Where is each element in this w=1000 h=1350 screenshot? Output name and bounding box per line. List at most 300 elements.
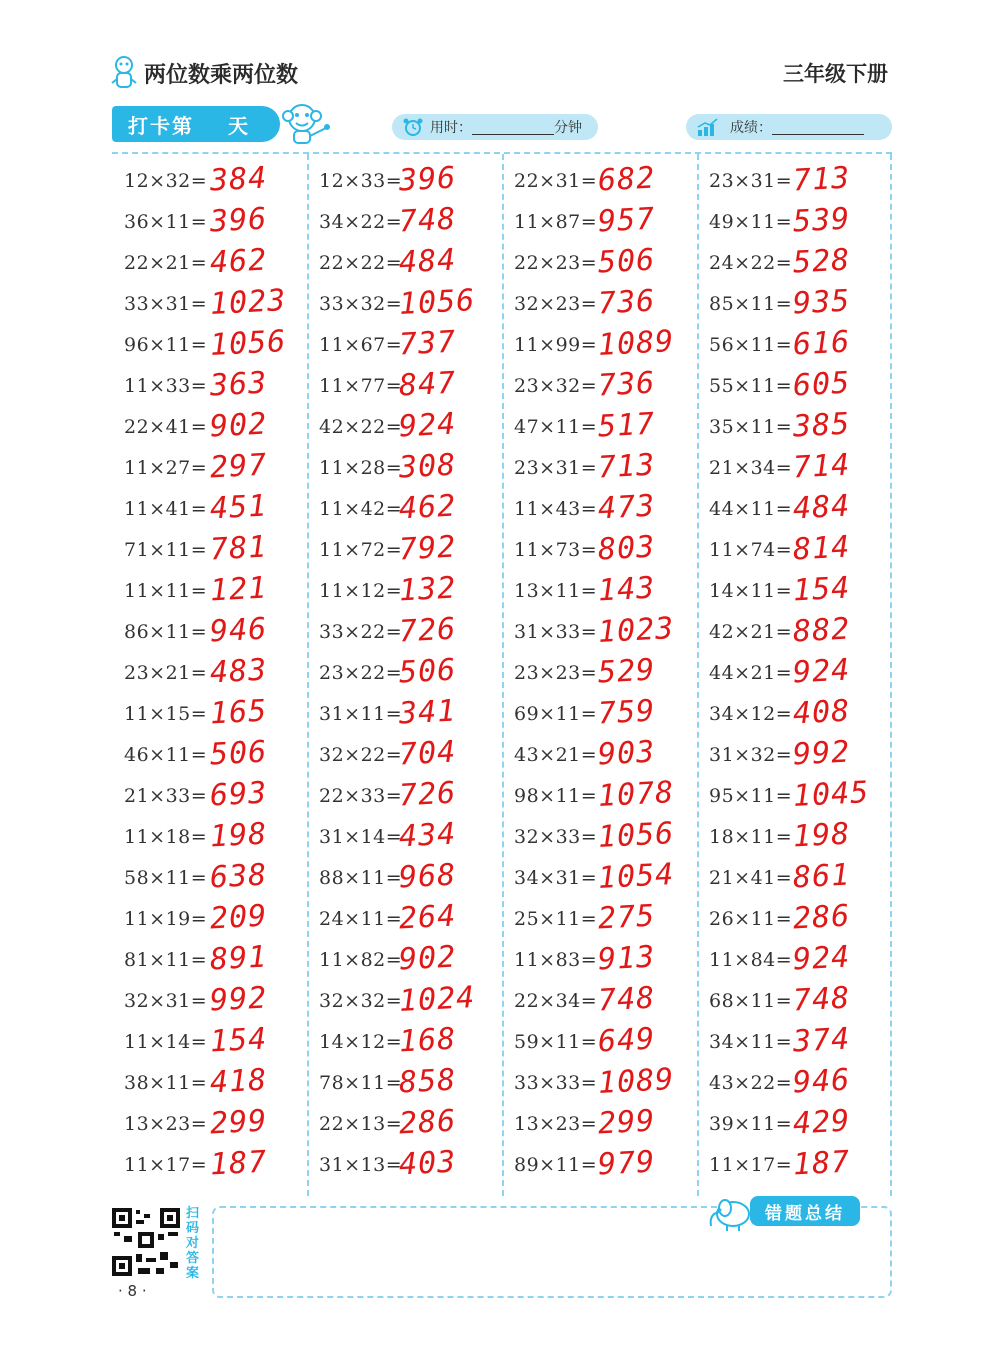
problem-question: 22×13=: [319, 1113, 403, 1135]
problem-row: [307, 693, 502, 734]
handwritten-answer: 913: [597, 939, 657, 978]
problem-row: [697, 1103, 892, 1144]
handwritten-answer: 1023: [209, 283, 288, 322]
handwritten-answer: 396: [398, 160, 458, 199]
handwritten-answer: 143: [597, 570, 657, 609]
problem-question: 22×21=: [124, 252, 208, 274]
problem-question: 23×31=: [709, 170, 793, 192]
page-number: · 8 ·: [118, 1282, 147, 1300]
problem-row: [697, 734, 892, 775]
problem-question: 34×22=: [319, 211, 403, 233]
problem-question: 68×11=: [709, 990, 793, 1012]
handwritten-answer: 363: [209, 365, 269, 404]
problem-question: 22×34=: [514, 990, 598, 1012]
handwritten-answer: 713: [597, 447, 657, 486]
problem-question: 24×22=: [709, 252, 793, 274]
handwritten-answer: 682: [597, 160, 657, 199]
problem-question: 21×34=: [709, 457, 793, 479]
problem-row: [307, 1021, 502, 1062]
checkin-right-text: 天: [228, 113, 250, 138]
problem-question: 49×11=: [709, 211, 793, 233]
problem-question: 42×22=: [319, 416, 403, 438]
problem-row: [502, 611, 697, 652]
problem-row: [502, 447, 697, 488]
handwritten-answer: 1056: [398, 283, 477, 322]
problem-row: [697, 857, 892, 898]
problem-row: [112, 939, 307, 980]
problem-question: 11×87=: [514, 211, 598, 233]
problem-row: [697, 1062, 892, 1103]
header-left: [110, 50, 298, 96]
problem-question: 21×41=: [709, 867, 793, 889]
problem-row: [502, 734, 697, 775]
problem-question: 33×31=: [124, 293, 208, 315]
handwritten-answer: 1045: [792, 775, 871, 814]
handwritten-answer: 726: [398, 775, 458, 814]
handwritten-answer: 759: [597, 693, 657, 732]
problem-row: [307, 816, 502, 857]
handwritten-answer: 165: [209, 693, 269, 732]
handwritten-answer: 187: [792, 1144, 852, 1183]
handwritten-answer: 748: [792, 980, 852, 1019]
score-input-line[interactable]: [772, 120, 864, 135]
problem-row: [112, 1021, 307, 1062]
problem-row: [307, 201, 502, 242]
qr-code-icon: [110, 1206, 182, 1278]
problem-question: 21×33=: [124, 785, 208, 807]
problem-question: 11×11=: [124, 580, 208, 602]
problem-question: 34×31=: [514, 867, 598, 889]
checkin-left-text: 打卡第: [128, 113, 194, 138]
problem-row: [697, 1021, 892, 1062]
problem-row: [112, 324, 307, 365]
problem-question: 44×11=: [709, 498, 793, 520]
mascot-logo-icon: [110, 55, 138, 91]
handwritten-answer: 861: [792, 857, 852, 896]
problem-question: 96×11=: [124, 334, 208, 356]
problem-question: 13×23=: [514, 1113, 598, 1135]
problem-question: 11×28=: [319, 457, 403, 479]
problem-row: [697, 160, 892, 201]
handwritten-answer: 1089: [597, 324, 676, 363]
problem-question: 95×11=: [709, 785, 793, 807]
problem-question: 11×19=: [124, 908, 208, 930]
problem-question: 11×17=: [709, 1154, 793, 1176]
handwritten-answer: 1056: [209, 324, 288, 363]
checkin-bar: [112, 106, 280, 142]
problem-row: [502, 242, 697, 283]
handwritten-answer: 748: [597, 980, 657, 1019]
alarm-clock-icon: [402, 117, 424, 137]
problem-question: 32×23=: [514, 293, 598, 315]
handwritten-answer: 209: [209, 898, 269, 937]
problem-question: 31×32=: [709, 744, 793, 766]
problem-row: [112, 611, 307, 652]
problem-row: [697, 529, 892, 570]
handwritten-answer: 484: [398, 242, 458, 281]
problem-row: [307, 1062, 502, 1103]
chart-growth-icon: [696, 117, 720, 137]
problem-row: [502, 980, 697, 1021]
problem-question: 24×11=: [319, 908, 403, 930]
problem-question: 11×43=: [514, 498, 598, 520]
problem-row: [502, 283, 697, 324]
problem-row: [697, 447, 892, 488]
problem-row: [307, 775, 502, 816]
problem-question: 18×11=: [709, 826, 793, 848]
handwritten-answer: 286: [792, 898, 852, 937]
time-pill: [392, 114, 598, 140]
problem-row: [502, 201, 697, 242]
time-label: 用时：: [430, 120, 472, 136]
problem-row: [112, 488, 307, 529]
problem-question: 31×13=: [319, 1154, 403, 1176]
problem-row: [112, 734, 307, 775]
problem-row: [502, 529, 697, 570]
handwritten-answer: 434: [398, 816, 458, 855]
handwritten-answer: 737: [398, 324, 458, 363]
problem-row: [307, 652, 502, 693]
problem-row: [307, 160, 502, 201]
problem-row: [307, 734, 502, 775]
problem-question: 11×41=: [124, 498, 208, 520]
handwritten-answer: 882: [792, 611, 852, 650]
handwritten-answer: 924: [792, 652, 852, 691]
handwritten-answer: 736: [597, 283, 657, 322]
problem-row: [112, 160, 307, 201]
problem-row: [502, 570, 697, 611]
handwritten-answer: 297: [209, 447, 269, 486]
problem-question: 11×14=: [124, 1031, 208, 1053]
handwritten-answer: 946: [792, 1062, 852, 1101]
handwritten-answer: 605: [792, 365, 852, 404]
handwritten-answer: 341: [398, 693, 458, 732]
handwritten-answer: 403: [398, 1144, 458, 1183]
handwritten-answer: 847: [398, 365, 458, 404]
problem-row: [502, 160, 697, 201]
problem-row: [697, 406, 892, 447]
problem-question: 11×84=: [709, 949, 793, 971]
handwritten-answer: 299: [597, 1103, 657, 1142]
problem-row: [697, 693, 892, 734]
handwritten-answer: 299: [209, 1103, 269, 1142]
problem-row: [502, 939, 697, 980]
problem-row: [502, 898, 697, 939]
handwritten-answer: 483: [209, 652, 269, 691]
problem-row: [697, 488, 892, 529]
handwritten-answer: 946: [209, 611, 269, 650]
problem-row: [307, 898, 502, 939]
problem-question: 33×33=: [514, 1072, 598, 1094]
handwritten-answer: 132: [398, 570, 458, 609]
handwritten-answer: 968: [398, 857, 458, 896]
problem-question: 11×15=: [124, 703, 208, 725]
handwritten-answer: 517: [597, 406, 657, 445]
handwritten-answer: 396: [209, 201, 269, 240]
handwritten-answer: 693: [209, 775, 269, 814]
scan-answer-text: 扫码对答案: [186, 1206, 200, 1281]
problem-row: [307, 570, 502, 611]
problem-row: [112, 693, 307, 734]
problem-row: [112, 570, 307, 611]
problem-question: 32×32=: [319, 990, 403, 1012]
problem-question: 31×11=: [319, 703, 403, 725]
problem-row: [697, 775, 892, 816]
problem-row: [697, 816, 892, 857]
problem-question: 23×32=: [514, 375, 598, 397]
problem-row: [697, 652, 892, 693]
problem-row: [112, 1144, 307, 1185]
problem-question: 43×22=: [709, 1072, 793, 1094]
problem-question: 13×23=: [124, 1113, 208, 1135]
handwritten-answer: 506: [209, 734, 269, 773]
problem-row: [112, 816, 307, 857]
problem-question: 89×11=: [514, 1154, 598, 1176]
problem-question: 31×33=: [514, 621, 598, 643]
problem-row: [502, 857, 697, 898]
problem-question: 32×31=: [124, 990, 208, 1012]
problem-question: 22×41=: [124, 416, 208, 438]
problem-question: 22×22=: [319, 252, 403, 274]
problem-row: [697, 570, 892, 611]
problem-question: 59×11=: [514, 1031, 598, 1053]
problem-row: [502, 1144, 697, 1185]
problem-row: [502, 652, 697, 693]
handwritten-answer: 1056: [597, 816, 676, 855]
problem-row: [307, 406, 502, 447]
handwritten-answer: 736: [597, 365, 657, 404]
handwritten-answer: 462: [209, 242, 269, 281]
problem-row: [112, 775, 307, 816]
handwritten-answer: 902: [398, 939, 458, 978]
problem-row: [307, 447, 502, 488]
problem-row: [307, 365, 502, 406]
problem-row: [307, 283, 502, 324]
problem-row: [502, 1062, 697, 1103]
handwritten-answer: 286: [398, 1103, 458, 1142]
problem-question: 32×22=: [319, 744, 403, 766]
problem-question: 38×11=: [124, 1072, 208, 1094]
handwritten-answer: 529: [597, 652, 657, 691]
problem-question: 11×72=: [319, 539, 403, 561]
handwritten-answer: 792: [398, 529, 458, 568]
problem-row: [112, 447, 307, 488]
problem-question: 13×11=: [514, 580, 598, 602]
problem-column-4: [697, 160, 892, 1185]
handwritten-answer: 187: [209, 1144, 269, 1183]
problem-question: 31×14=: [319, 826, 403, 848]
elephant-icon: [705, 1192, 753, 1232]
problem-row: [697, 939, 892, 980]
problem-row: [307, 980, 502, 1021]
problem-row: [502, 406, 697, 447]
handwritten-answer: 154: [792, 570, 852, 609]
handwritten-answer: 902: [209, 406, 269, 445]
problem-question: 11×82=: [319, 949, 403, 971]
problem-row: [307, 1144, 502, 1185]
handwritten-answer: 704: [398, 734, 458, 773]
problem-row: [502, 693, 697, 734]
problem-question: 39×11=: [709, 1113, 793, 1135]
problem-question: 42×21=: [709, 621, 793, 643]
problem-question: 32×33=: [514, 826, 598, 848]
problem-row: [307, 324, 502, 365]
problem-row: [112, 898, 307, 939]
handwritten-answer: 154: [209, 1021, 269, 1060]
problem-column-1: [112, 160, 307, 1185]
handwritten-answer: 528: [792, 242, 852, 281]
handwritten-answer: 814: [792, 529, 852, 568]
exercise-grid: [112, 152, 892, 1196]
handwritten-answer: 957: [597, 201, 657, 240]
handwritten-answer: 121: [209, 570, 269, 609]
problem-row: [697, 324, 892, 365]
problem-row: [697, 365, 892, 406]
handwritten-answer: 308: [398, 447, 458, 486]
problem-column-2: [307, 160, 502, 1185]
problem-row: [112, 242, 307, 283]
problem-question: 23×22=: [319, 662, 403, 684]
problem-row: [307, 529, 502, 570]
time-unit: 分钟: [554, 120, 582, 136]
problem-question: 11×27=: [124, 457, 208, 479]
problem-row: [502, 775, 697, 816]
grade-label: 三年级下册: [783, 62, 888, 86]
problem-row: [697, 242, 892, 283]
handwritten-answer: 473: [597, 488, 657, 527]
problem-column-3: [502, 160, 697, 1185]
handwritten-answer: 992: [209, 980, 269, 1019]
handwritten-answer: 992: [792, 734, 852, 773]
handwritten-answer: 264: [398, 898, 458, 937]
handwritten-answer: 451: [209, 488, 269, 527]
problem-question: 43×21=: [514, 744, 598, 766]
problem-question: 11×77=: [319, 375, 403, 397]
handwritten-answer: 726: [398, 611, 458, 650]
problem-question: 85×11=: [709, 293, 793, 315]
handwritten-answer: 803: [597, 529, 657, 568]
handwritten-answer: 168: [398, 1021, 458, 1060]
problem-row: [502, 1103, 697, 1144]
problem-row: [502, 816, 697, 857]
handwritten-answer: 539: [792, 201, 852, 240]
problem-question: 23×23=: [514, 662, 598, 684]
problem-question: 11×12=: [319, 580, 403, 602]
problem-question: 58×11=: [124, 867, 208, 889]
problem-question: 44×21=: [709, 662, 793, 684]
problem-question: 47×11=: [514, 416, 598, 438]
score-pill: [686, 114, 892, 140]
handwritten-answer: 891: [209, 939, 269, 978]
handwritten-answer: 384: [209, 160, 269, 199]
problem-row: [307, 939, 502, 980]
problem-question: 98×11=: [514, 785, 598, 807]
problem-question: 26×11=: [709, 908, 793, 930]
problem-question: 34×11=: [709, 1031, 793, 1053]
handwritten-answer: 713: [792, 160, 852, 199]
problem-question: 71×11=: [124, 539, 208, 561]
problem-row: [697, 1144, 892, 1185]
problem-question: 11×67=: [319, 334, 403, 356]
problem-row: [112, 283, 307, 324]
problem-question: 11×33=: [124, 375, 208, 397]
problem-question: 12×33=: [319, 170, 403, 192]
mistake-summary-label: 错题总结: [750, 1196, 860, 1226]
problem-question: 11×42=: [319, 498, 403, 520]
problem-question: 11×74=: [709, 539, 793, 561]
problem-question: 36×11=: [124, 211, 208, 233]
problem-row: [307, 488, 502, 529]
time-input-line[interactable]: [472, 120, 554, 135]
problem-question: 23×31=: [514, 457, 598, 479]
problem-row: [502, 324, 697, 365]
handwritten-answer: 462: [398, 488, 458, 527]
problem-question: 78×11=: [319, 1072, 403, 1094]
handwritten-answer: 1089: [597, 1062, 676, 1101]
handwritten-answer: 1023: [597, 611, 676, 650]
problem-row: [112, 1103, 307, 1144]
handwritten-answer: 616: [792, 324, 852, 363]
problem-question: 33×32=: [319, 293, 403, 315]
handwritten-answer: 385: [792, 406, 852, 445]
problem-question: 81×11=: [124, 949, 208, 971]
problem-row: [697, 898, 892, 939]
problem-question: 11×99=: [514, 334, 598, 356]
problem-question: 23×21=: [124, 662, 208, 684]
problem-row: [307, 1103, 502, 1144]
problem-question: 46×11=: [124, 744, 208, 766]
problem-question: 11×17=: [124, 1154, 208, 1176]
problem-row: [697, 201, 892, 242]
problem-row: [307, 611, 502, 652]
problem-question: 69×11=: [514, 703, 598, 725]
monkey-mascot-icon: [282, 100, 332, 146]
problem-row: [502, 1021, 697, 1062]
problem-question: 33×22=: [319, 621, 403, 643]
problem-row: [697, 980, 892, 1021]
problem-question: 86×11=: [124, 621, 208, 643]
problem-question: 25×11=: [514, 908, 598, 930]
handwritten-answer: 198: [209, 816, 269, 855]
handwritten-answer: 418: [209, 1062, 269, 1101]
score-label: 成绩：: [730, 120, 772, 136]
handwritten-answer: 924: [398, 406, 458, 445]
problem-question: 88×11=: [319, 867, 403, 889]
handwritten-answer: 198: [792, 816, 852, 855]
handwritten-answer: 484: [792, 488, 852, 527]
handwritten-answer: 1078: [597, 775, 676, 814]
problem-question: 12×32=: [124, 170, 208, 192]
handwritten-answer: 924: [792, 939, 852, 978]
problem-row: [112, 652, 307, 693]
handwritten-answer: 781: [209, 529, 269, 568]
handwritten-answer: 506: [398, 652, 458, 691]
handwritten-answer: 638: [209, 857, 269, 896]
problem-row: [697, 611, 892, 652]
problem-row: [502, 488, 697, 529]
problem-question: 22×31=: [514, 170, 598, 192]
handwritten-answer: 429: [792, 1103, 852, 1142]
problem-row: [502, 365, 697, 406]
handwritten-answer: 979: [597, 1144, 657, 1183]
problem-question: 11×18=: [124, 826, 208, 848]
page-title: 两位数乘两位数: [144, 62, 299, 88]
handwritten-answer: 748: [398, 201, 458, 240]
handwritten-answer: 408: [792, 693, 852, 732]
problem-question: 22×33=: [319, 785, 403, 807]
handwritten-answer: 714: [792, 447, 852, 486]
problem-row: [112, 406, 307, 447]
